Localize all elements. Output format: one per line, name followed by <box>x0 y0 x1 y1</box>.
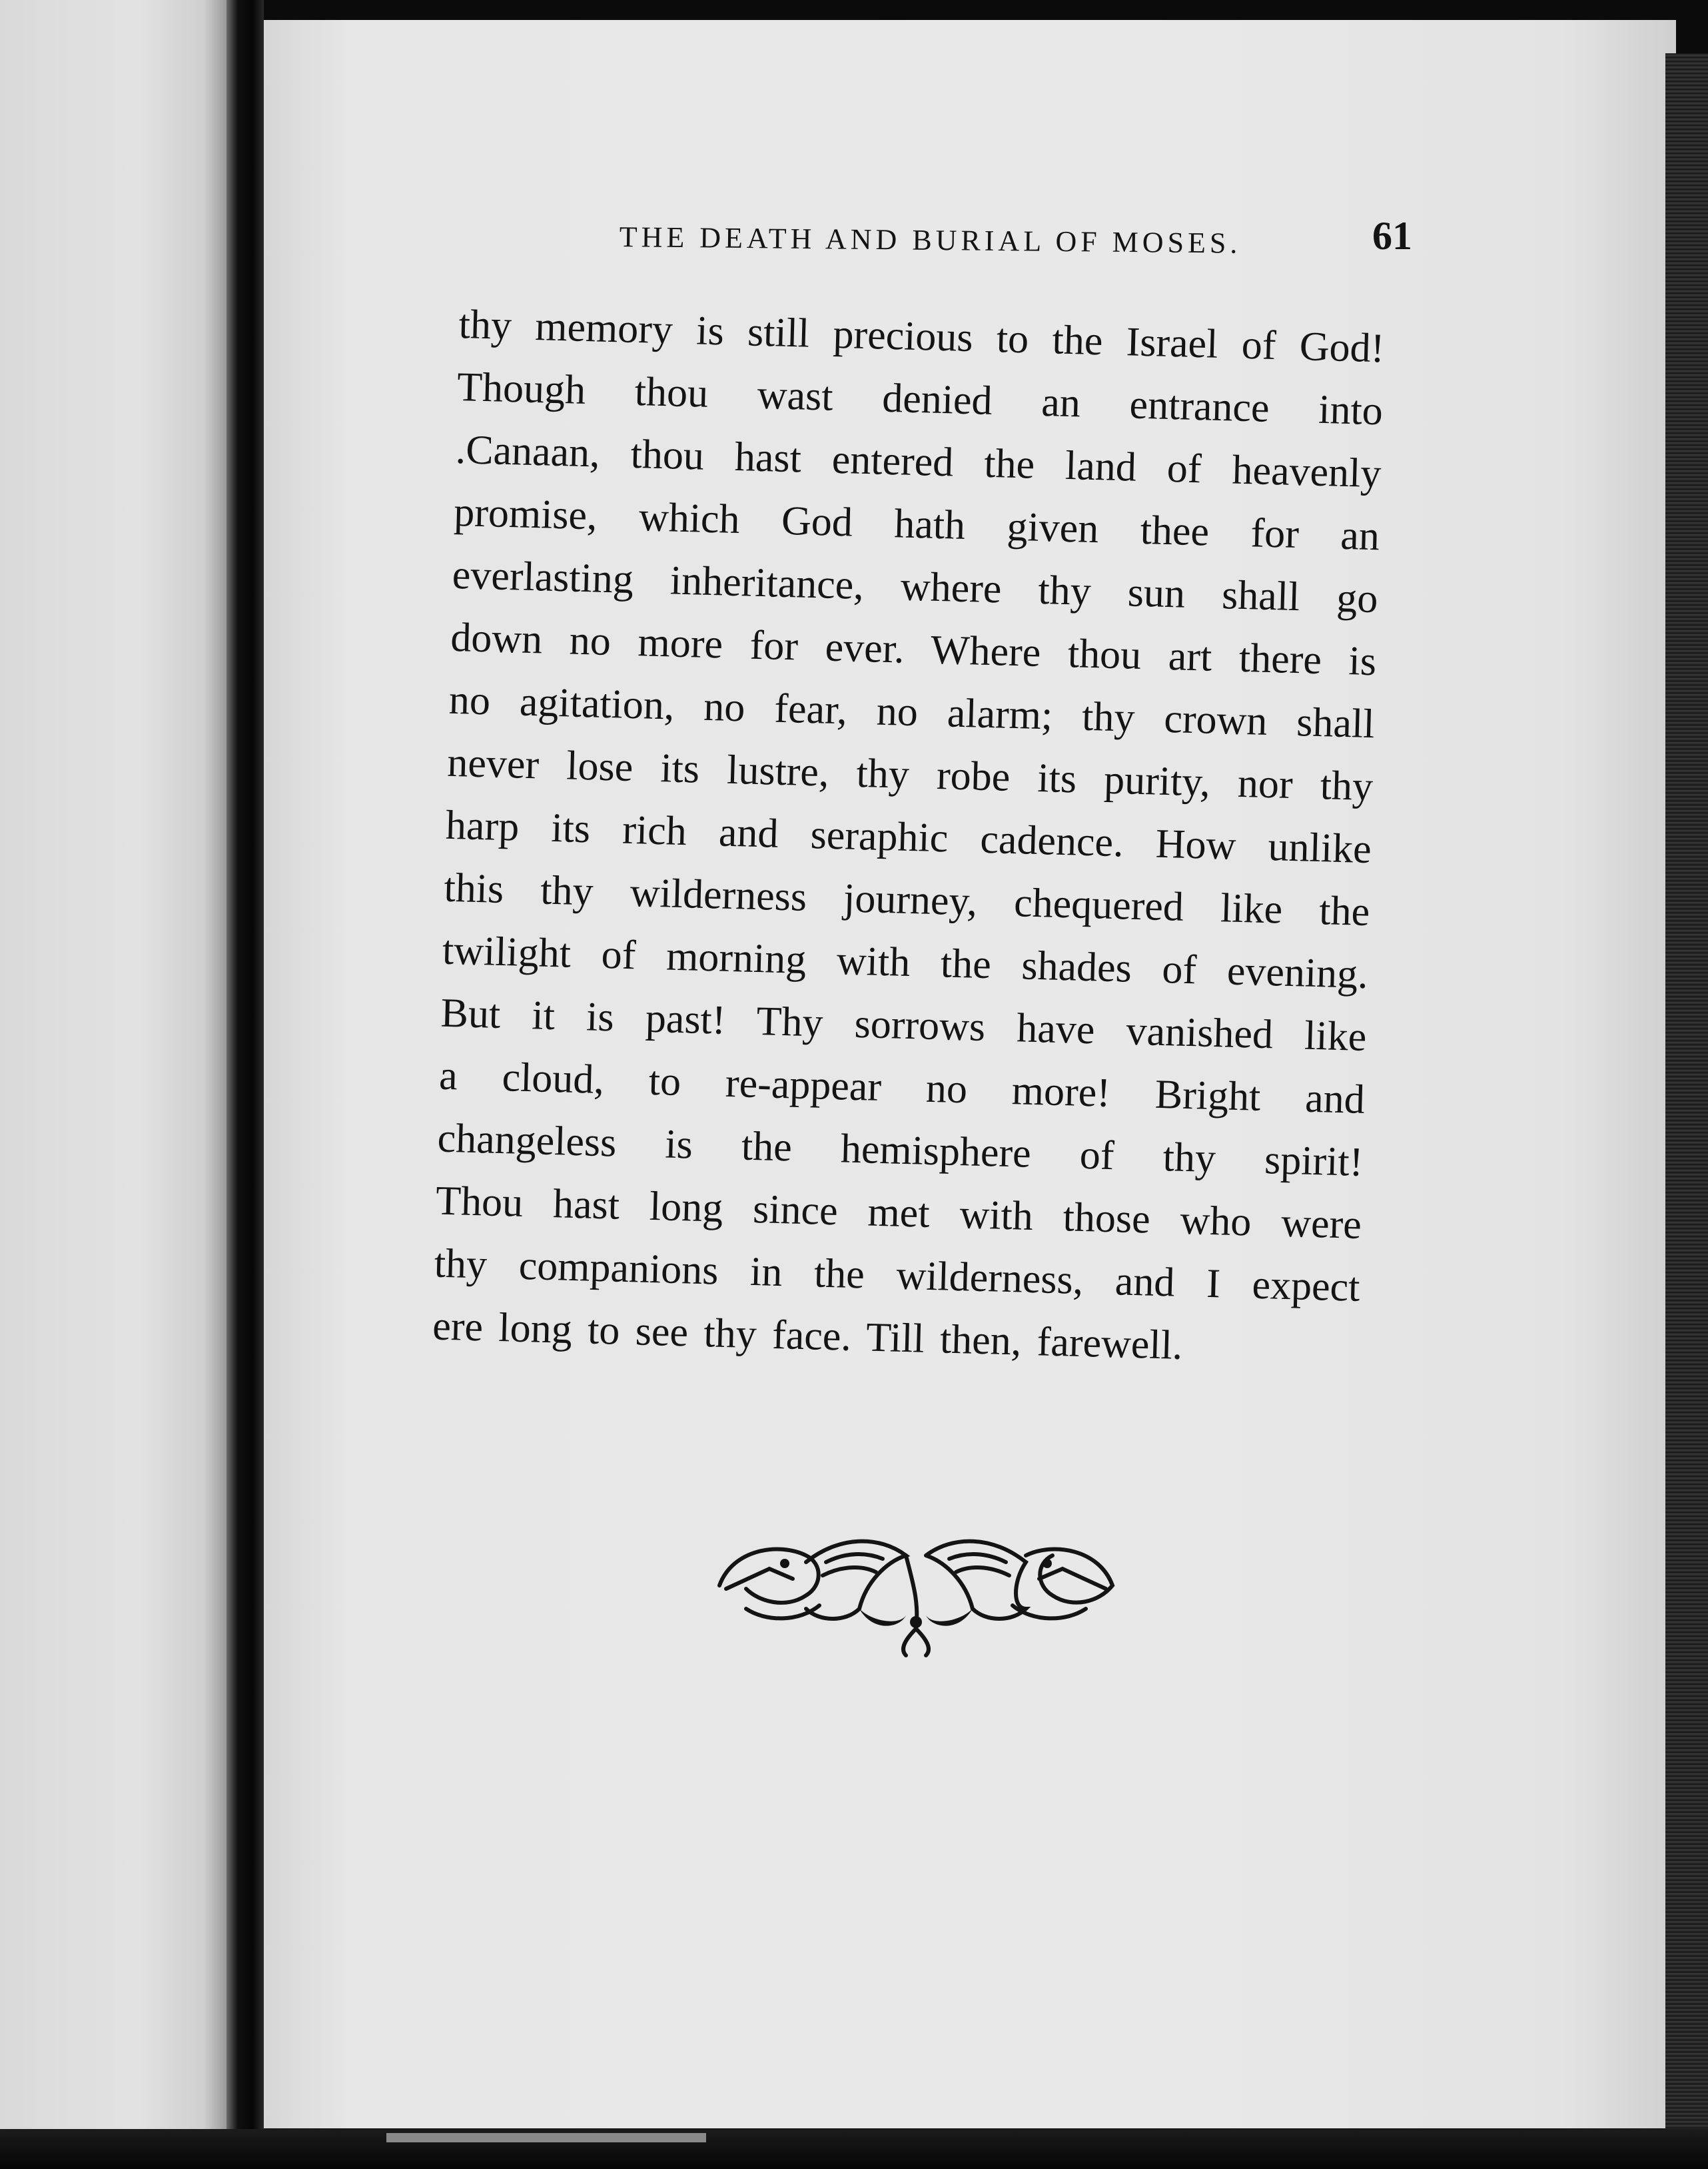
text-line: a cloud, to re-appear no more! Bright and <box>438 1053 1366 1122</box>
text-line: changeless is the hemisphere of thy spirit! <box>436 1115 1364 1185</box>
text-line: But it is past! Thy sorrows have vanished like <box>440 990 1368 1061</box>
text-line: never lose its lustre, thy robe its purity, nor thy <box>446 739 1374 810</box>
text-line: thy companions in the wilderness, and I expect <box>433 1240 1361 1310</box>
text-line: twilight of morning with the shades of evening. <box>442 927 1369 998</box>
scanner-tab <box>386 2133 706 2142</box>
text-line: harp its rich and seraphic cadence. How unlike <box>445 802 1372 873</box>
running-title: THE DEATH AND BURIAL OF MOSES. <box>619 220 1242 260</box>
text-line: ere long to see thy face. Till then, farewell. <box>432 1303 1184 1368</box>
text-line: .Canaan, thou hast entered the land of heavenly <box>454 426 1382 497</box>
text-line: promise, which God hath given thee for an <box>453 489 1380 560</box>
text-line: no agitation, no fear, no alarm; thy crown shall <box>448 677 1376 747</box>
text-line: Though thou wast denied an entrance into <box>456 364 1384 434</box>
body-text <box>432 293 1418 1382</box>
text-line: down no more for ever. Where thou art there is <box>450 614 1377 685</box>
left-page-margin <box>0 0 226 2169</box>
text-line: this thy wilderness journey, chequered like the <box>443 865 1371 935</box>
text-line: thy memory is still precious to the Israel of God! <box>458 301 1386 372</box>
page-block-edge <box>1665 53 1708 2152</box>
scanner-bottom-strip <box>0 2129 1708 2169</box>
page-number: 61 <box>1372 214 1412 258</box>
text-line: Thou hast long since met with those who were <box>435 1178 1362 1248</box>
tailpiece-ornament-icon <box>706 1522 1126 1662</box>
book-gutter <box>226 0 264 2169</box>
text-line: everlasting inheritance, where thy sun shall go <box>452 552 1379 622</box>
